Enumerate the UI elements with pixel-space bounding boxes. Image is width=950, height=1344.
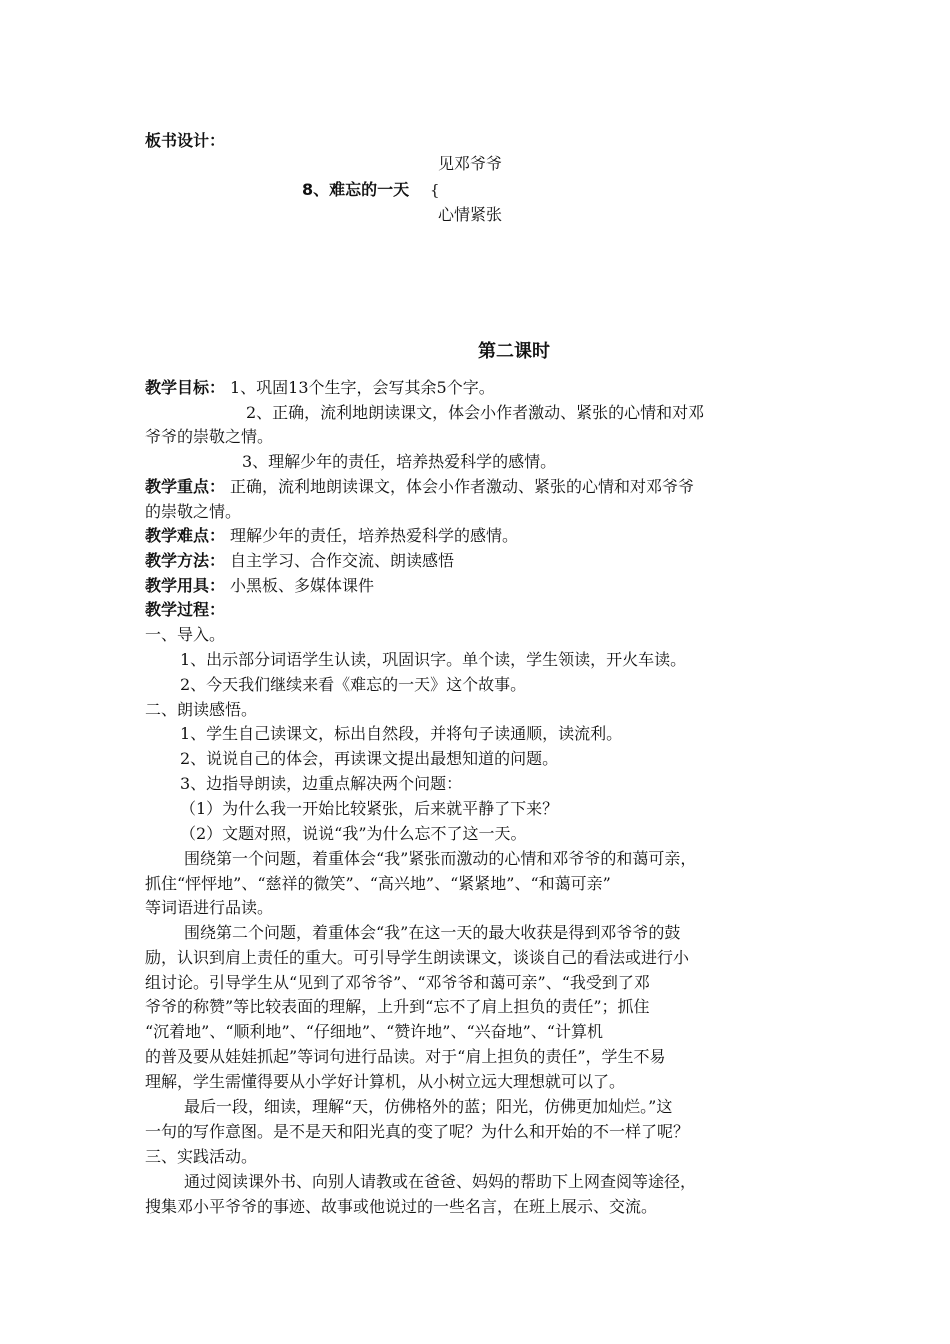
section-1-heading: 一、导入。 <box>145 625 226 644</box>
section-2-item-2: 2、说说自己的体会，再读课文提出最想知道的问题。 <box>180 749 559 768</box>
paragraph-1-line2: 抓住“怦怦地”、“慈祥的微笑”、“高兴地”、“紧紧地”、“和蔼可亲” <box>145 874 611 893</box>
key-point-line1: 正确，流利地朗读课文，体会小作者激动、紧张的心情和对邓爷爷 <box>230 477 695 496</box>
section-1-item-2: 2、今天我们继续来看《难忘的一天》这个故事。 <box>180 675 527 694</box>
paragraph-1-line1: 围绕第一个问题，着重体会“我”紧张而激动的心情和邓爷爷的和蔼可亲， <box>184 849 697 868</box>
key-point-label: 教学重点： <box>145 477 226 496</box>
paragraph-2-line3: 组讨论。引导学生从“见到了邓爷爷”、“邓爷爷和蔼可亲”、“我受到了邓 <box>145 973 650 992</box>
paragraph-2-line7: 理解，学生需懂得要从小学好计算机，从小树立远大理想就可以了。 <box>145 1072 626 1091</box>
key-point-line2: 的崇敬之情。 <box>145 502 242 521</box>
section-1-item-1: 1、出示部分词语学生认读，巩固识字。单个读，学生领读，开火车读。 <box>180 650 687 669</box>
method-text: 自主学习、合作交流、朗读感悟 <box>230 551 455 570</box>
section-3-heading: 三、实践活动。 <box>145 1147 258 1166</box>
paragraph-2-line2: 励，认识到肩上责任的重大。可引导学生朗读课文，谈谈自己的看法或进行小 <box>145 948 690 967</box>
board-center-title: 8、难忘的一天 <box>302 180 410 199</box>
section-2-item-1: 1、学生自己读课文，标出自然段，并将句子读通顺，读流利。 <box>180 724 623 743</box>
question-1: （1）为什么我一开始比较紧张，后来就平静了下来？ <box>180 799 559 818</box>
board-design-label: 板书设计： <box>145 131 226 150</box>
tools-label: 教学用具： <box>145 576 226 595</box>
section-2-heading: 二、朗读感悟。 <box>145 700 258 719</box>
goals-label: 教学目标： <box>145 378 226 397</box>
paragraph-3-line1: 最后一段，细读，理解“天，仿佛格外的蓝；阳光，仿佛更加灿烂。”这 <box>184 1097 673 1116</box>
paragraph-2-line4: 爷爷的称赞”等比较表面的理解，上升到“忘不了肩上担负的责任”；抓住 <box>145 997 650 1016</box>
paragraph-2-line1: 围绕第二个问题，着重体会“我”在这一天的最大收获是得到邓爷爷的鼓 <box>184 923 681 942</box>
paragraph-3-line2: 一句的写作意图。是不是天和阳光真的变了呢？为什么和开始的不一样了呢？ <box>145 1122 690 1141</box>
method-label: 教学方法： <box>145 551 226 570</box>
board-top-item: 见邓爷爷 <box>438 154 503 173</box>
board-brace: { <box>430 181 440 199</box>
goal-3: 3、理解少年的责任，培养热爱科学的感情。 <box>242 452 557 471</box>
difficulty-text: 理解少年的责任，培养热爱科学的感情。 <box>230 526 519 545</box>
paragraph-1-line3: 等词语进行品读。 <box>145 898 274 917</box>
difficulty-label: 教学难点： <box>145 526 226 545</box>
goal-2-line2: 爷爷的崇敬之情。 <box>145 427 274 446</box>
lesson-title: 第二课时 <box>478 341 550 362</box>
paragraph-4-line2: 搜集邓小平爷爷的事迹、故事或他说过的一些名言，在班上展示、交流。 <box>145 1197 658 1216</box>
paragraph-4-line1: 通过阅读课外书、向别人请教或在爸爸、妈妈的帮助下上网查阅等途径， <box>184 1172 697 1191</box>
goal-2-line1: 2、正确，流利地朗读课文，体会小作者激动、紧张的心情和对邓 <box>246 403 705 422</box>
section-2-item-3: 3、边指导朗读，边重点解决两个问题： <box>180 774 463 793</box>
board-bottom-item: 心情紧张 <box>438 205 503 224</box>
paragraph-2-line6: 的普及要从娃娃抓起”等词句进行品读。对于“肩上担负的责任”，学生不易 <box>145 1047 666 1066</box>
process-label: 教学过程： <box>145 600 226 619</box>
paragraph-2-line5: “沉着地”、“顺利地”、“仔细地”、“赞许地”、“兴奋地”、“计算机 <box>145 1022 603 1041</box>
goal-1: 1、巩固13个生字，会写其余5个字。 <box>230 378 495 397</box>
tools-text: 小黑板、多媒体课件 <box>230 576 375 595</box>
question-2: （2）文题对照，说说“我”为什么忘不了这一天。 <box>180 824 527 843</box>
